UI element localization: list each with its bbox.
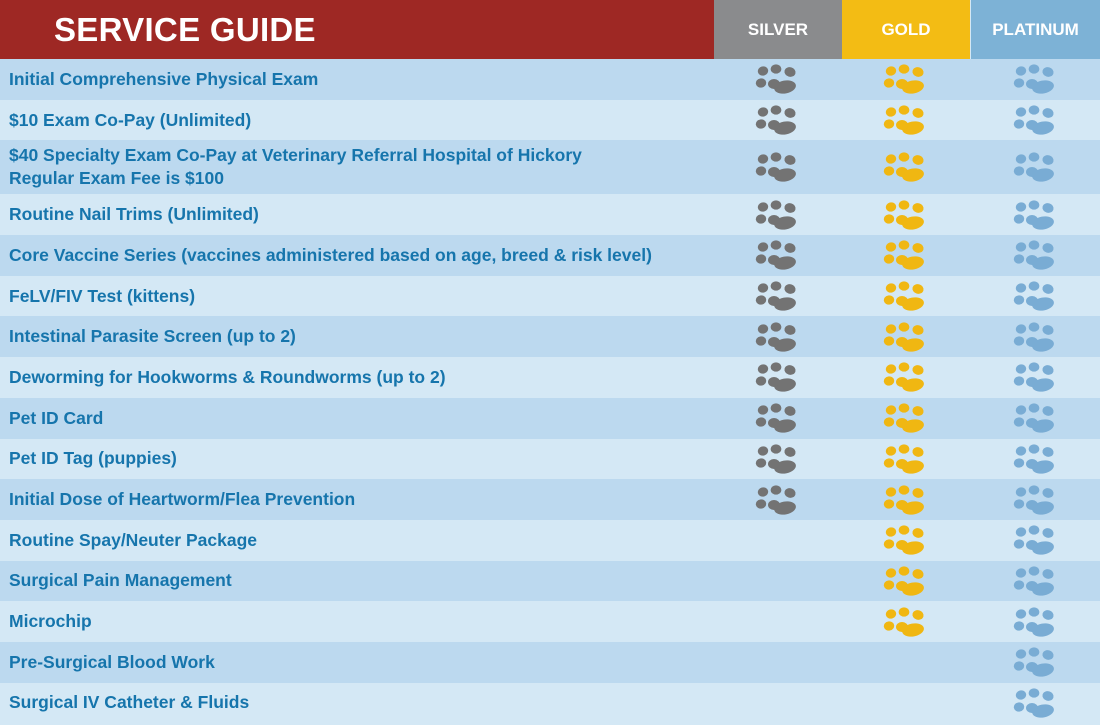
table-row xyxy=(0,235,1100,276)
service-label-line: Regular Exam Fee is $100 xyxy=(9,168,224,189)
service-label: Pet ID Tag (puppies) xyxy=(9,448,177,469)
paw-silver-icon xyxy=(755,152,799,182)
service-label: Deworming for Hookworms & Roundworms (up to 2) xyxy=(9,366,446,387)
paw-gold-icon xyxy=(883,105,927,135)
service-label: Core Vaccine Series (vaccines administered based on age, breed & risk level) xyxy=(9,244,652,265)
paw-gold-icon xyxy=(883,281,927,311)
table-row xyxy=(0,100,1100,141)
paw-platinum-icon xyxy=(1013,566,1057,596)
paw-gold-icon xyxy=(883,485,927,515)
paw-platinum-icon xyxy=(1013,240,1057,270)
paw-silver-icon xyxy=(755,105,799,135)
table-row xyxy=(0,642,1100,683)
table-row xyxy=(0,479,1100,520)
paw-gold-icon xyxy=(883,322,927,352)
paw-platinum-icon xyxy=(1013,152,1057,182)
paw-platinum-icon xyxy=(1013,200,1057,230)
service-label-line: $40 Specialty Exam Co-Pay at Veterinary Referral Hospital of Hickory xyxy=(9,145,582,166)
service-label: Intestinal Parasite Screen (up to 2) xyxy=(9,326,296,347)
paw-platinum-icon xyxy=(1013,525,1057,555)
tier-gold-header: GOLD xyxy=(842,0,970,59)
paw-gold-icon xyxy=(883,403,927,433)
service-label: Surgical IV Catheter & Fluids xyxy=(9,692,250,713)
table-row xyxy=(0,683,1100,724)
paw-gold-icon xyxy=(883,566,927,596)
table-row xyxy=(0,276,1100,317)
tier-platinum-header: PLATINUM xyxy=(971,0,1100,59)
service-label: Microchip xyxy=(9,611,92,632)
service-label: Routine Spay/Neuter Package xyxy=(9,529,257,550)
paw-silver-icon xyxy=(755,322,799,352)
service-label: FeLV/FIV Test (kittens) xyxy=(9,285,196,306)
paw-platinum-icon xyxy=(1013,322,1057,352)
paw-silver-icon xyxy=(755,281,799,311)
paw-platinum-icon xyxy=(1013,647,1057,677)
paw-platinum-icon xyxy=(1013,105,1057,135)
service-label: Initial Dose of Heartworm/Flea Prevention xyxy=(9,489,356,510)
paw-platinum-icon xyxy=(1013,362,1057,392)
service-label: Initial Comprehensive Physical Exam xyxy=(9,68,319,89)
service-label: $10 Exam Co-Pay (Unlimited) xyxy=(9,109,252,130)
table-row xyxy=(0,561,1100,602)
paw-silver-icon xyxy=(755,485,799,515)
table-row xyxy=(0,140,1100,194)
paw-platinum-icon xyxy=(1013,64,1057,94)
paw-silver-icon xyxy=(755,240,799,270)
service-guide-header xyxy=(0,0,1100,59)
paw-platinum-icon xyxy=(1013,607,1057,637)
table-row xyxy=(0,194,1100,235)
paw-silver-icon xyxy=(755,403,799,433)
paw-gold-icon xyxy=(883,200,927,230)
service-label: Surgical Pain Management xyxy=(9,570,232,591)
paw-silver-icon xyxy=(755,444,799,474)
paw-platinum-icon xyxy=(1013,485,1057,515)
table-row xyxy=(0,520,1100,561)
paw-gold-icon xyxy=(883,525,927,555)
paw-silver-icon xyxy=(755,64,799,94)
service-label xyxy=(9,144,582,190)
paw-gold-icon xyxy=(883,444,927,474)
paw-silver-icon xyxy=(755,200,799,230)
paw-gold-icon xyxy=(883,240,927,270)
table-row xyxy=(0,439,1100,480)
table-row xyxy=(0,357,1100,398)
paw-platinum-icon xyxy=(1013,281,1057,311)
table-row xyxy=(0,601,1100,642)
paw-gold-icon xyxy=(883,362,927,392)
tier-silver-header: SILVER xyxy=(714,0,842,59)
table-row xyxy=(0,398,1100,439)
paw-gold-icon xyxy=(883,607,927,637)
table-row xyxy=(0,59,1100,100)
paw-gold-icon xyxy=(883,64,927,94)
paw-platinum-icon xyxy=(1013,444,1057,474)
paw-gold-icon xyxy=(883,152,927,182)
paw-platinum-icon xyxy=(1013,403,1057,433)
paw-platinum-icon xyxy=(1013,688,1057,718)
service-label: Pre-Surgical Blood Work xyxy=(9,651,215,672)
service-label: Routine Nail Trims (Unlimited) xyxy=(9,204,259,225)
title-cell xyxy=(0,0,714,59)
service-label: Pet ID Card xyxy=(9,407,104,428)
table-row xyxy=(0,316,1100,357)
paw-silver-icon xyxy=(755,362,799,392)
page-title: SERVICE GUIDE xyxy=(54,11,316,48)
service-rows xyxy=(0,59,1100,723)
